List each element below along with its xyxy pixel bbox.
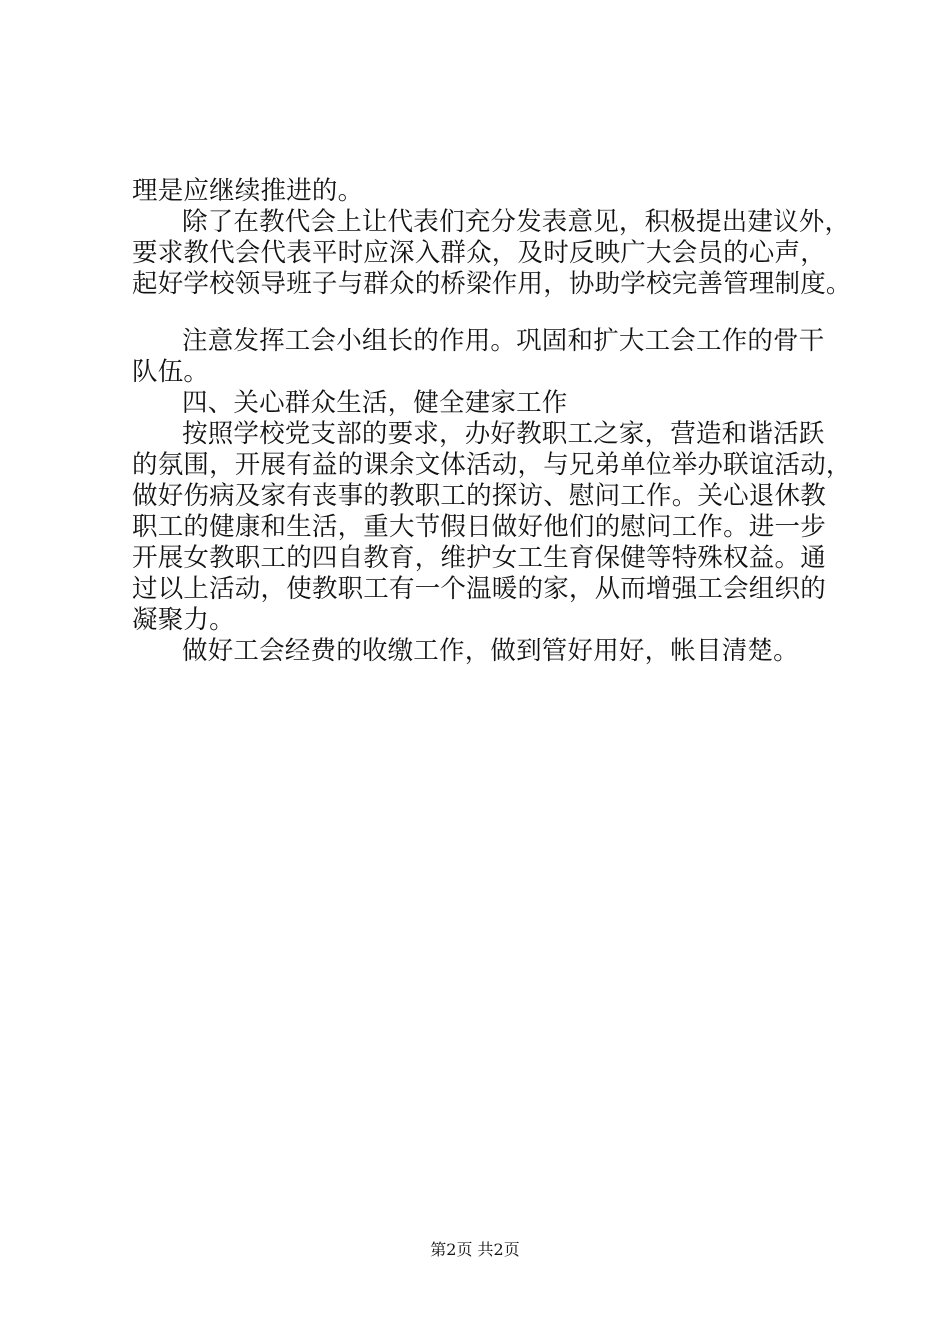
paragraph-line: 除了在教代会上让代表们充分发表意见，积极提出建议外， xyxy=(182,207,851,237)
paragraph-line: 按照学校党支部的要求，办好教职工之家，营造和谐活跃 xyxy=(182,419,825,449)
text-line: 职工的健康和生活，重大节假日做好他们的慰问工作。进一步 xyxy=(132,512,826,542)
text-line: 起好学校领导班子与群众的桥梁作用，协助学校完善管理制度。 xyxy=(132,269,852,299)
text-line: 要求教代会代表平时应深入群众，及时反映广大会员的心声， xyxy=(132,238,826,268)
page-number-footer: 第2页 共2页 xyxy=(430,1240,520,1259)
text-line: 开展女教职工的四自教育，维护女工生育保健等特殊权益。通 xyxy=(132,543,826,573)
text-line: 做好伤病及家有丧事的教职工的探访、慰问工作。关心退休教 xyxy=(132,481,826,511)
text-line: 过以上活动，使教职工有一个温暖的家，从而增强工会组织的 xyxy=(132,574,826,604)
text-line: 凝聚力。 xyxy=(132,605,235,635)
paragraph-line: 做好工会经费的收缴工作，做到管好用好，帐目清楚。 xyxy=(182,636,799,666)
text-line: 的氛围，开展有益的课余文体活动，与兄弟单位举办联谊活动， xyxy=(132,450,852,480)
text-line: 理是应继续推进的。 xyxy=(132,176,364,206)
section-heading: 四、关心群众生活，健全建家工作 xyxy=(182,388,568,418)
text-line: 队伍。 xyxy=(132,357,210,387)
document-body xyxy=(132,176,852,667)
paragraph-line: 注意发挥工会小组长的作用。巩固和扩大工会工作的骨干 xyxy=(182,326,825,356)
